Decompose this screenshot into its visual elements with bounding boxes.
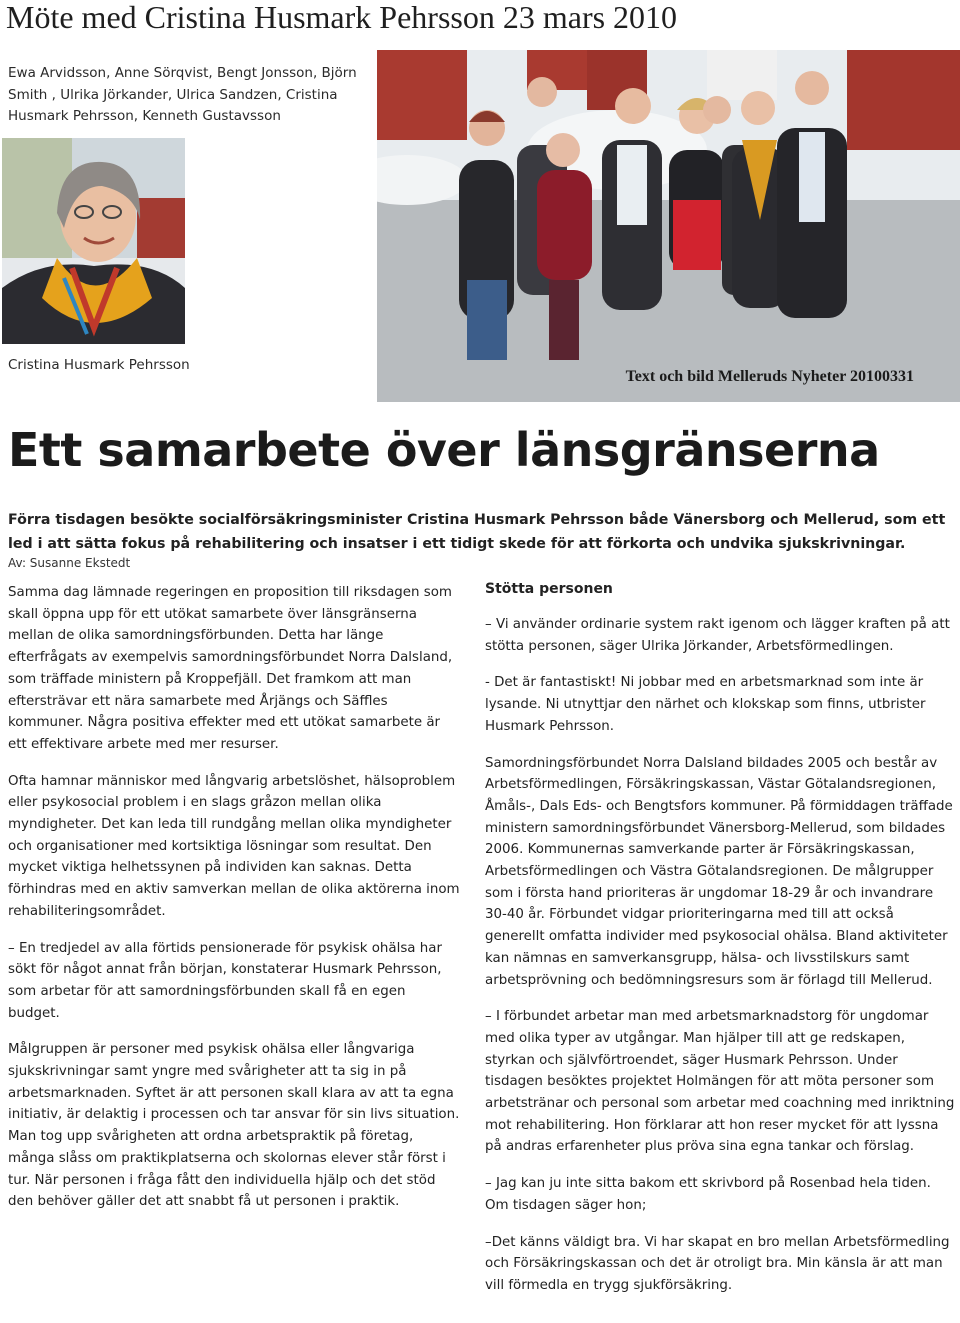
paragraph: Samma dag lämnade regeringen en proposition till riksdagen som skall öppna upp för ett utökat samarbete över länsgränserna mellan de olika samordningsförbunden. Detta har länge efterfrågats av exempelvis samordningsförbundet Norra Dalsland, som träffade ministern på Kroppefjäll. Det framkom att man eftersträvar ett nära samarbete med Årjängs och Säffles kommuner. Några positiva effekter med ett utökat samarbete är ett effektivare arbete med mer resurser. bbox=[8, 585, 453, 752]
group-photo bbox=[377, 50, 960, 402]
portrait-caption: Cristina Husmark Pehrsson bbox=[8, 357, 190, 373]
paragraph: Ofta hamnar människor med långvarig arbetslöshet, hälsoproblem eller psykosocial problem i en slags gråzon mellan olika myndigheter. Det kan leda till rundgång mellan olika myndigheter och organisationer med kortsiktiga lösningar som resultat. Den mycket viktiga helhetssynen på individen kan saknas. Detta förhindras med en aktiv samverkan mellan de olika aktörerna inom rehabiliteringsområdet. bbox=[8, 773, 460, 919]
page-title: Möte med Cristina Husmark Pehrsson 23 mars 2010 bbox=[6, 0, 678, 35]
article-column-right bbox=[485, 578, 955, 1312]
paragraph: Samordningsförbundet Norra Dalsland bildades 2005 och består av Arbetsförmedlingen, Försäkringskassan, Västar Götalandsregionen, Åmåls-, Dals Eds- och Bengtsfors kommuner. På förmiddagen träffade ministern samordningsförbundet Vänersborg-Mellerud, som bildades 2006. Kommunernas samverkande parter är Försäkringskassan, Arbetsförmedlingen och Västra Götalandsregionen. De målgrupper som i första hand prioriteras är ungdomar 18-29 år och invandrare 30-40 år. Förbundet vidgar prioriteringarna med till att också generellt omfatta individer med psykosocial ohälsa. Bland aktiviteter kan nämnas en samverkansgrupp, hälsa- och livsstilskurs samt arbetsprövning och bedömningsresurs som är förlagd till Mellerud. bbox=[485, 755, 953, 988]
paragraph: Målgruppen är personer med psykisk ohälsa eller långvariga sjukskrivningar samt yngre med svårigheter att ta sig in på arbetsmarknaden. Syftet är att personen skall klara av att ta egna initiativ, är delaktig i processen och tar ansvar för sin livs situation. Man tog upp svårigheten att ordna arbetspraktik på företag, många slåss om praktikplatserna och skolornas elever står först i tur. När personen i fråga fått den individuella hjälp och det stöd den behöver gäller det att snabbt få ut personen i praktik. bbox=[8, 1042, 460, 1210]
paragraph: – En tredjedel av alla förtids pensionerade för psykisk ohälsa har sökt för något annat från början, konstaterar Husmark Pehrsson, som arbetar för att samordningsförbunden skall få en egen budget. bbox=[8, 940, 442, 1021]
paragraph: - Det är fantastiskt! Ni jobbar med en arbetsmarknad som inte är lysande. Ni utnyttjar den närhet och klokskap som finns, utbrister Husmark Pehrsson. bbox=[485, 675, 926, 734]
paragraph: – Vi använder ordinarie system rakt igenom och lägger kraften på att stötta personen, säger Ulrika Jörkander, Arbetsförmedlingen. bbox=[485, 617, 950, 654]
byline: Av: Susanne Ekstedt bbox=[8, 556, 131, 570]
article-headline: Ett samarbete över länsgränserna bbox=[8, 423, 880, 477]
paragraph: – Jag kan ju inte sitta bakom ett skrivbord på Rosenbad hela tiden. Om tisdagen säger hon; bbox=[485, 1176, 931, 1213]
article-column-left bbox=[8, 582, 460, 1228]
section-subhead: Stötta personen bbox=[485, 581, 613, 597]
attendee-list: Ewa Arvidsson, Anne Sörqvist, Bengt Jonsson, Björn Smith , Ulrika Jörkander, Ulrica Sandzen, Cristina Husmark Pehrsson, Kenneth Gustavsson bbox=[8, 65, 357, 124]
article-lead: Förra tisdagen besökte socialförsäkringsminister Cristina Husmark Pehrsson både Vänersborg och Mellerud, som ett led i att sätta fokus på rehabilitering och insatser i ett tidigt skede för att förkorta och undvika sjukskrivningar. bbox=[8, 512, 946, 552]
portrait-photo bbox=[2, 138, 185, 344]
paragraph: – I förbundet arbetar man med arbetsmarknadstorg för ungdomar med olika typer av utgångar. Man hjälper till att ge redskapen, styrkan och självförtroendet, säger Husmark Pehrsson. Under tisdagen besöktes projektet Holmängen för att möta personer som arbetstränar och personal som arbetar med coachning med inriktning mot rehabilitering. Hon förklarar att hon reser mycket för att lyssna på andras erfarenheter plus pröva sina egna tankar och förslag. bbox=[485, 1009, 955, 1155]
photo-credit: Text och bild Melleruds Nyheter 20100331 bbox=[625, 368, 914, 385]
paragraph: –Det känns väldigt bra. Vi har skapat en bro mellan Arbetsförmedling och Försäkringskassan och det är otroligt bra. Min känsla är att man vill förmedla en trygg sjukförsäkring. bbox=[485, 1234, 950, 1293]
